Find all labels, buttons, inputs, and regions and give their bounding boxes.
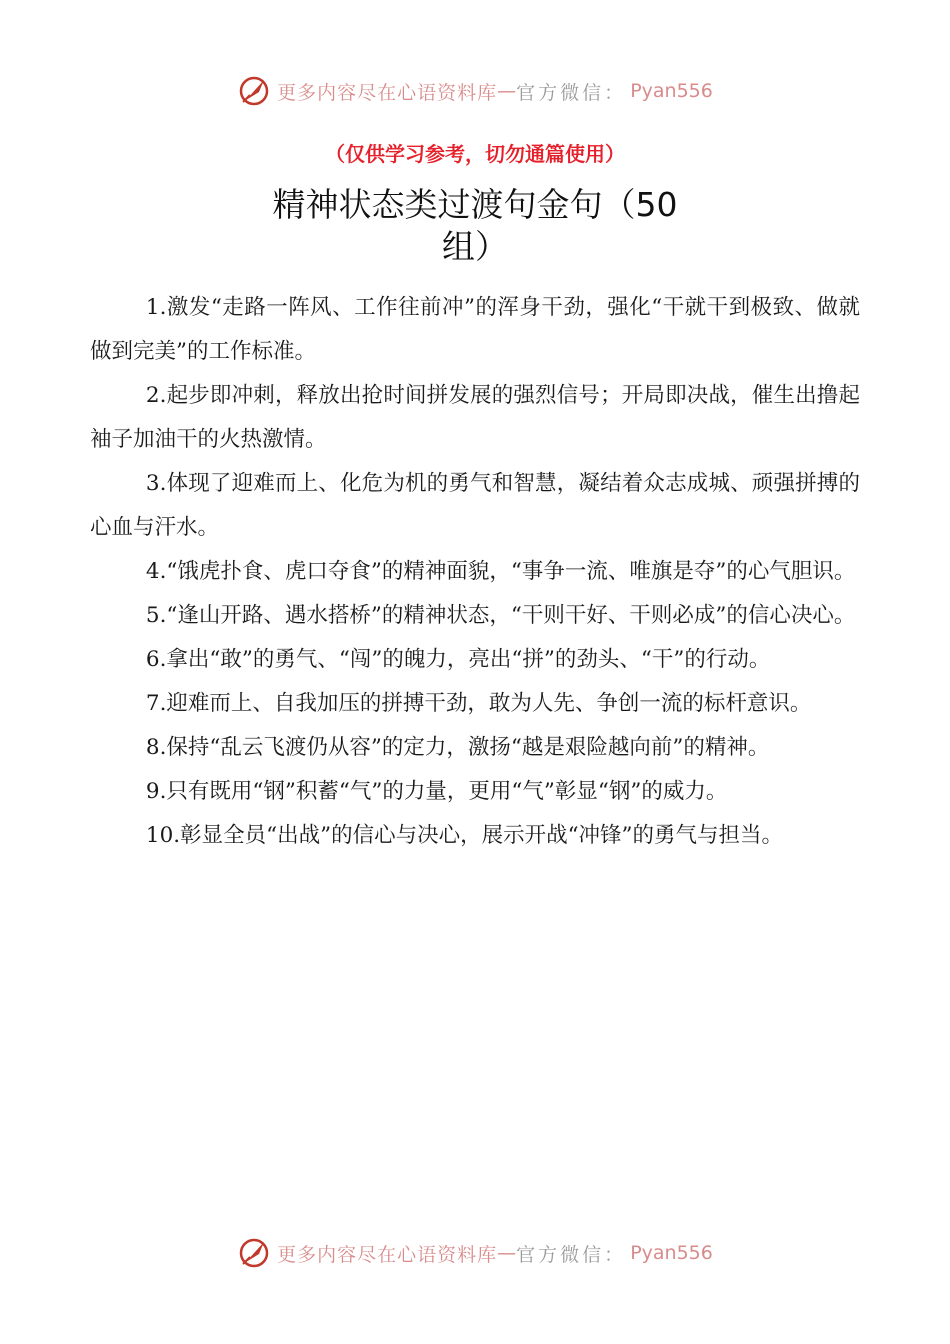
list-item: 9.只有既用“钢”积蓄“气”的力量，更用“气”彰显“钢”的威力。 (145, 779, 728, 804)
header-watermark (0, 74, 950, 108)
watermark-prefix: 更多内容尽在心语资料库 (277, 1243, 498, 1266)
list-item: 7.迎难而上、自我加压的拼搏干劲，敢为人先、争创一流的标杆意识。 (145, 691, 812, 716)
list-item: 8.保持“乱云飞渡仍从容”的定力，激扬“越是艰险越向前”的精神。 (145, 735, 770, 760)
watermark-label: 官方微信： (516, 1243, 627, 1266)
watermark-separator: — (497, 80, 517, 102)
list-item: 10.彰显全员“出战”的信心与决心，展示开战“冲锋”的勇气与担当。 (145, 823, 784, 848)
watermark-prefix: 更多内容尽在心语资料库 (277, 81, 498, 104)
list-item: 3.体现了迎难而上、化危为机的勇气和智慧，凝结着众志成城、顽强拼搏的心血与汗水。 (90, 471, 860, 540)
list-item: 5.“逢山开路、遇水搭桥”的精神状态，“干则干好、干则必成”的信心决心。 (145, 603, 856, 628)
watermark-separator: — (497, 1242, 517, 1264)
list-item: 1.激发“走路一阵风、工作往前冲”的浑身干劲，强化“干就干到极致、做就做到完美”的工作标准。 (90, 295, 860, 364)
page-title: 精神状态类过渡句金句（50组） (272, 185, 678, 266)
quill-logo-icon (237, 74, 271, 108)
list-item: 2.起步即冲刺，释放出抢时间拼发展的强烈信号；开局即决战，催生出撸起袖子加油干的火热激情。 (90, 383, 860, 452)
watermark-id: Pyan556 (630, 80, 713, 102)
footer-watermark (0, 1236, 950, 1270)
watermark-id: Pyan556 (630, 1242, 713, 1264)
quill-logo-icon (237, 1236, 271, 1270)
item-list (90, 286, 860, 858)
watermark-label: 官方微信： (516, 81, 627, 104)
disclaimer: （仅供学习参考，切勿通篇使用） (325, 142, 625, 166)
list-item: 4.“饿虎扑食、虎口夺食”的精神面貌，“事争一流、唯旗是夺”的心气胆识。 (145, 559, 856, 584)
list-item: 6.拿出“敢”的勇气、“闯”的魄力，亮出“拼”的劲头、“干”的行动。 (145, 647, 771, 672)
